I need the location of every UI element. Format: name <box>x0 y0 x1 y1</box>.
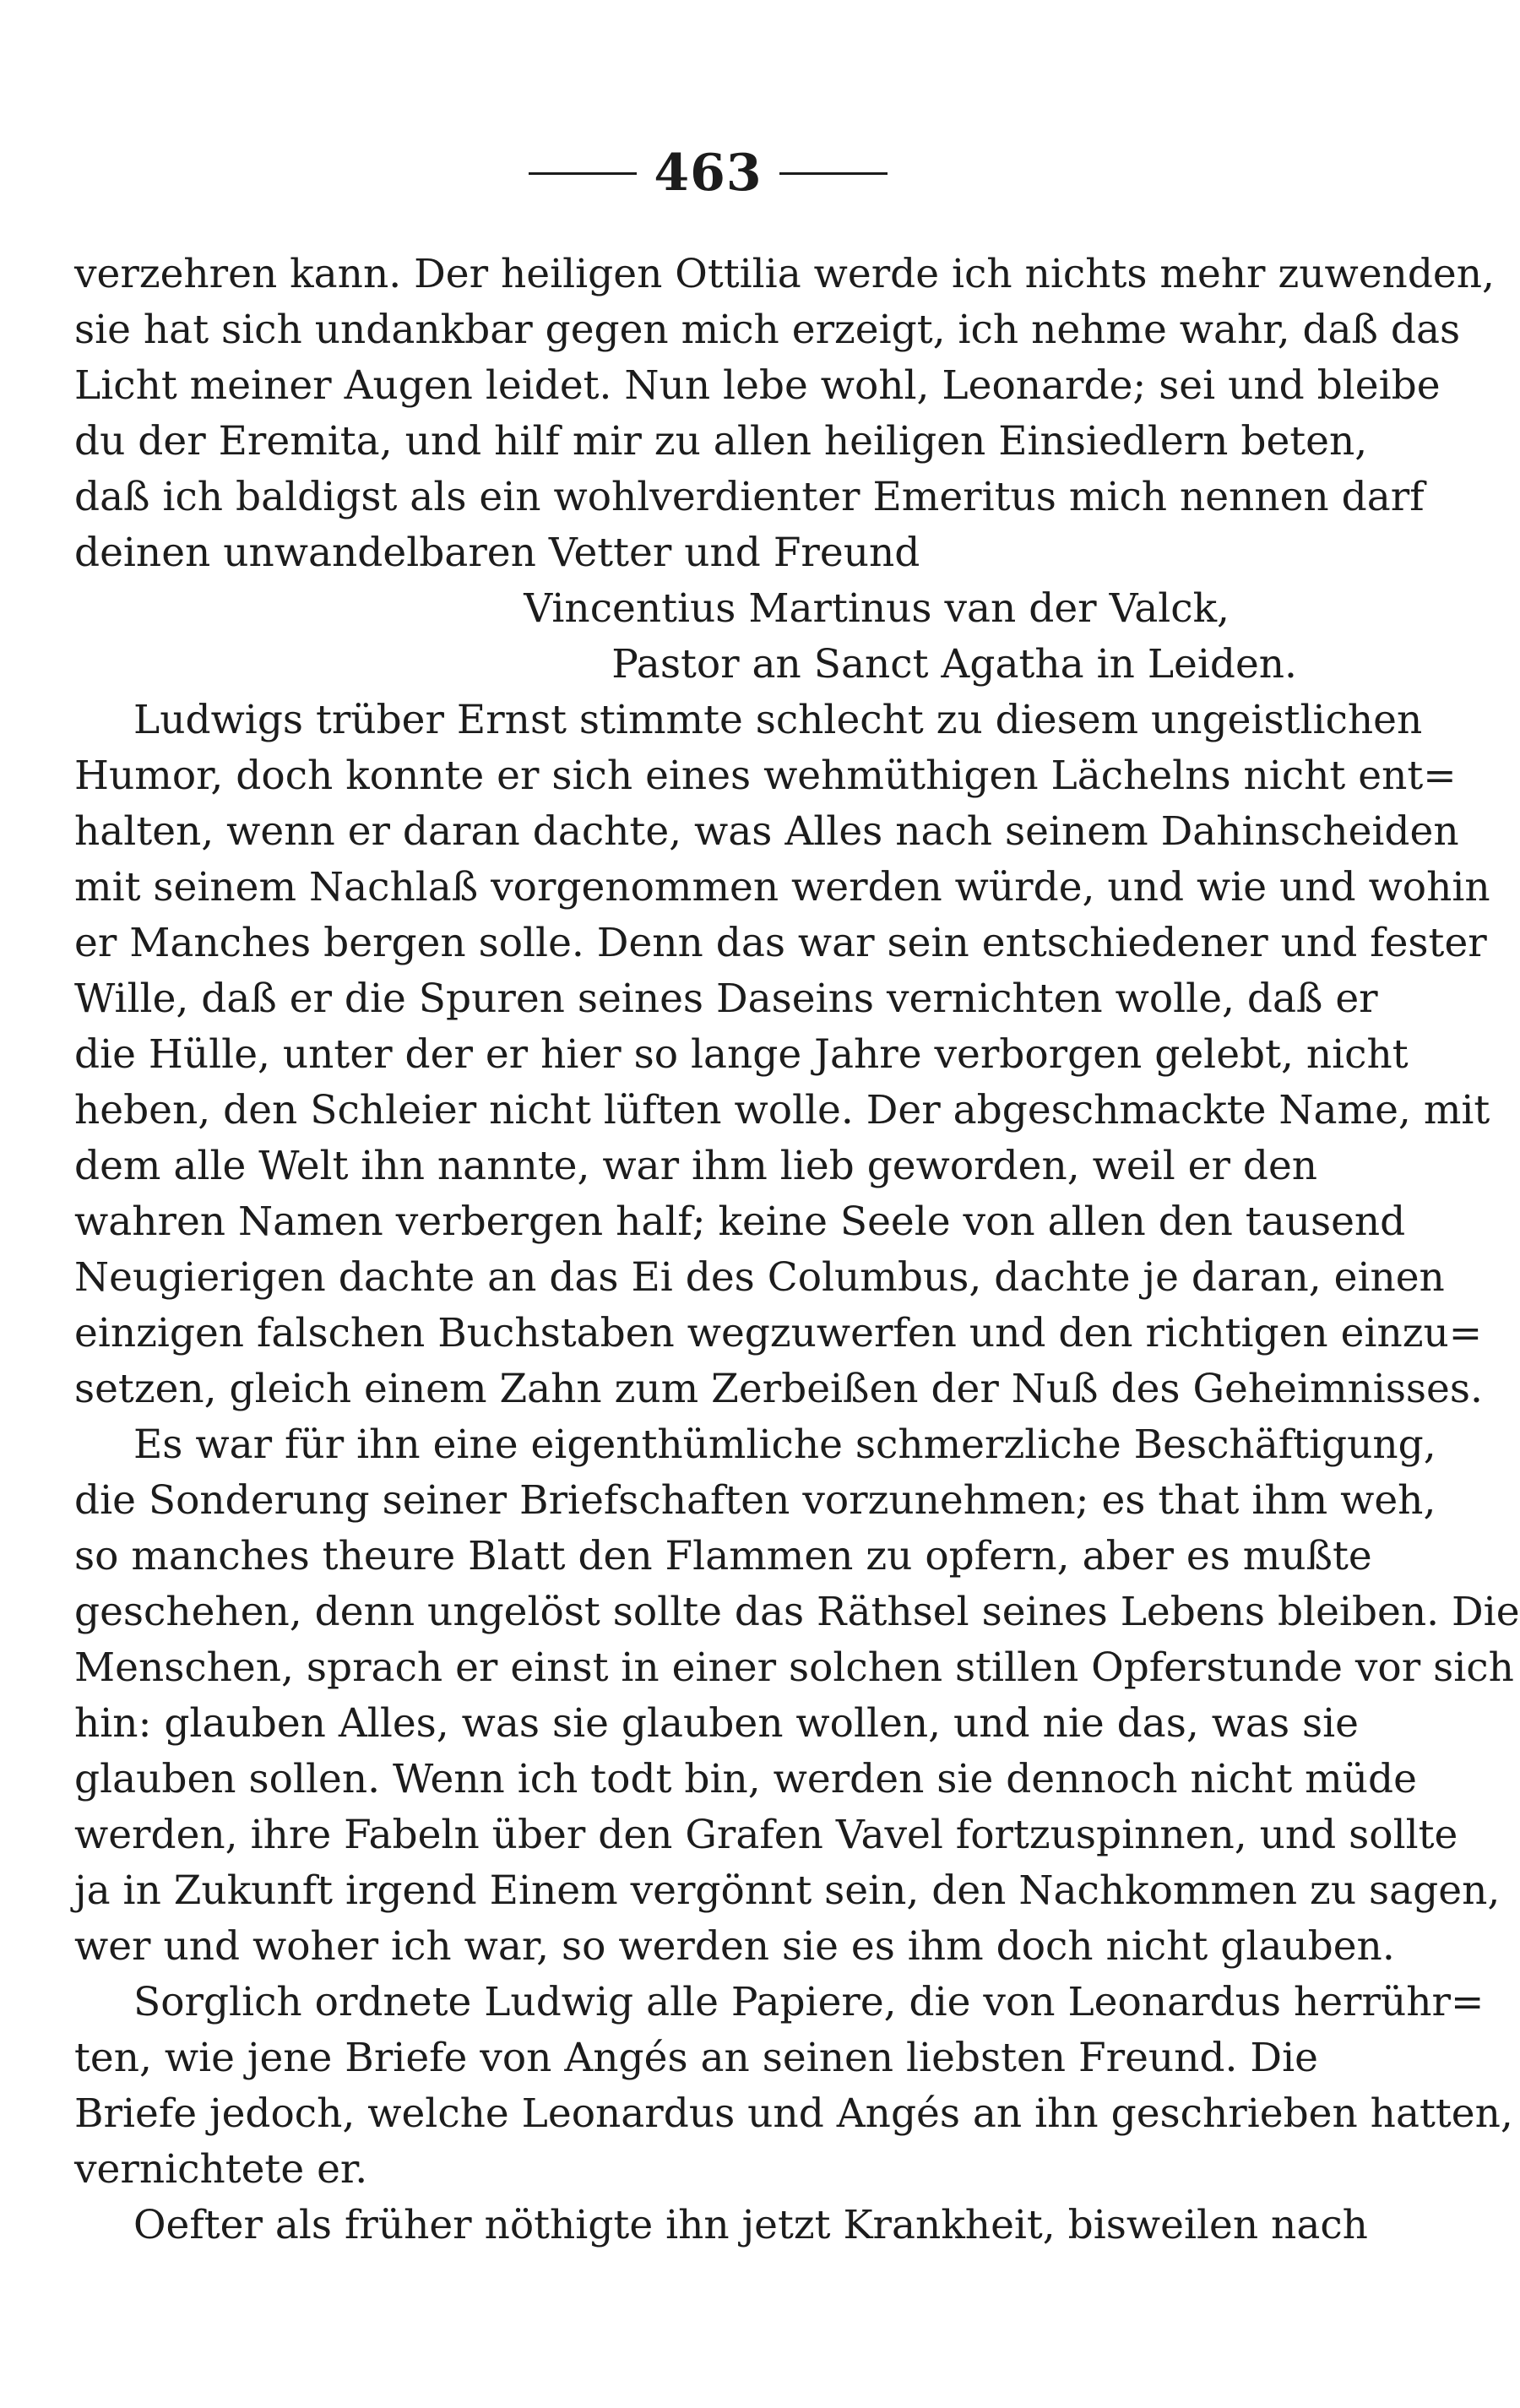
text-line: geschehen, denn ungelöst sollte das Räthsel seines Lebens bleiben. Die <box>74 1589 1520 1635</box>
right-rule <box>779 172 888 175</box>
text-line: werden, ihre Fabeln über den Grafen Vavel fortzuspinnen, und sollte <box>74 1812 1458 1858</box>
text-line: hin: glauben Alles, was sie glauben wollen, und nie das, was sie <box>74 1700 1359 1747</box>
text-line: dem alle Welt ihn nannte, war ihm lieb geworden, weil er den <box>74 1143 1318 1189</box>
text-line: Neugierigen dachte an das Ei des Columbus, dachte je daran, einen <box>74 1254 1445 1301</box>
text-line: Humor, doch konnte er sich eines wehmüthigen Lächelns nicht ent= <box>74 753 1457 799</box>
text-line: Licht meiner Augen leidet. Nun lebe wohl, Leonarde; sei und bleibe <box>74 362 1441 409</box>
text-line: Oefter als früher nöthigte ihn jetzt Krankheit, bisweilen nach <box>133 2202 1368 2248</box>
signature-name: Vincentius Martinus van der Valck, <box>524 585 1230 632</box>
text-line: Wille, daß er die Spuren seines Daseins vernichten wolle, daß er <box>74 976 1378 1022</box>
text-line: so manches theure Blatt den Flammen zu opfern, aber es mußte <box>74 1533 1372 1579</box>
text-line: Menschen, sprach er einst in einer solchen stillen Opferstunde vor sich <box>74 1644 1514 1691</box>
page-header <box>0 135 1416 211</box>
left-rule <box>529 172 637 175</box>
text-line: wahren Namen verbergen half; keine Seele von allen den tausend <box>74 1199 1406 1245</box>
text-line: Sorglich ordnete Ludwig alle Papiere, die von Leonardus herrühr= <box>133 1979 1485 2025</box>
text-line: du der Eremita, und hilf mir zu allen heiligen Einsiedlern beten, <box>74 418 1368 465</box>
text-line: einzigen falschen Buchstaben wegzuwerfen und den richtigen einzu= <box>74 1310 1483 1356</box>
text-line: sie hat sich undankbar gegen mich erzeigt, ich nehme wahr, daß das <box>74 307 1461 353</box>
text-line: verzehren kann. Der heiligen Ottilia werde ich nichts mehr zuwenden, <box>74 251 1495 297</box>
text-line: wer und woher ich war, so werden sie es ihm doch nicht glauben. <box>74 1923 1395 1970</box>
text-line: die Hülle, unter der er hier so lange Jahre verborgen gelebt, nicht <box>74 1031 1409 1078</box>
text-line: setzen, gleich einem Zahn zum Zerbeißen der Nuß des Geheimnisses. <box>74 1366 1483 1412</box>
text-line: ja in Zukunft irgend Einem vergönnt sein, den Nachkommen zu sagen, <box>74 1867 1501 1914</box>
text-line: Ludwigs trüber Ernst stimmte schlecht zu diesem ungeistlichen <box>133 697 1423 743</box>
page-number: 463 <box>654 144 763 203</box>
text-line: mit seinem Nachlaß vorgenommen werden würde, und wie und wohin <box>74 864 1490 910</box>
text-line: ten, wie jene Briefe von Angés an seinen liebsten Freund. Die <box>74 2035 1318 2081</box>
body-text <box>74 247 1520 2253</box>
text-line: vernichtete er. <box>74 2146 368 2193</box>
text-line: daß ich baldigst als ein wohlverdienter Emeritus mich nennen darf <box>74 474 1425 520</box>
text-line: Briefe jedoch, welche Leonardus und Angés an ihn geschrieben hatten, <box>74 2090 1513 2137</box>
text-line: glauben sollen. Wenn ich todt bin, werden sie dennoch nicht müde <box>74 1756 1417 1802</box>
signature-title: Pastor an Sanct Agatha in Leiden. <box>611 641 1297 688</box>
text-line: deinen unwandelbaren Vetter und Freund <box>74 530 920 576</box>
text-line: er Manches bergen solle. Denn das war sein entschiedener und fester <box>74 920 1487 966</box>
text-line: heben, den Schleier nicht lüften wolle. Der abgeschmackte Name, mit <box>74 1087 1490 1133</box>
text-line: die Sonderung seiner Briefschaften vorzunehmen; es that ihm weh, <box>74 1477 1436 1524</box>
text-line: halten, wenn er daran dachte, was Alles nach seinem Dahinscheiden <box>74 808 1459 855</box>
text-line: Es war für ihn eine eigenthümliche schmerzliche Beschäftigung, <box>133 1421 1436 1468</box>
